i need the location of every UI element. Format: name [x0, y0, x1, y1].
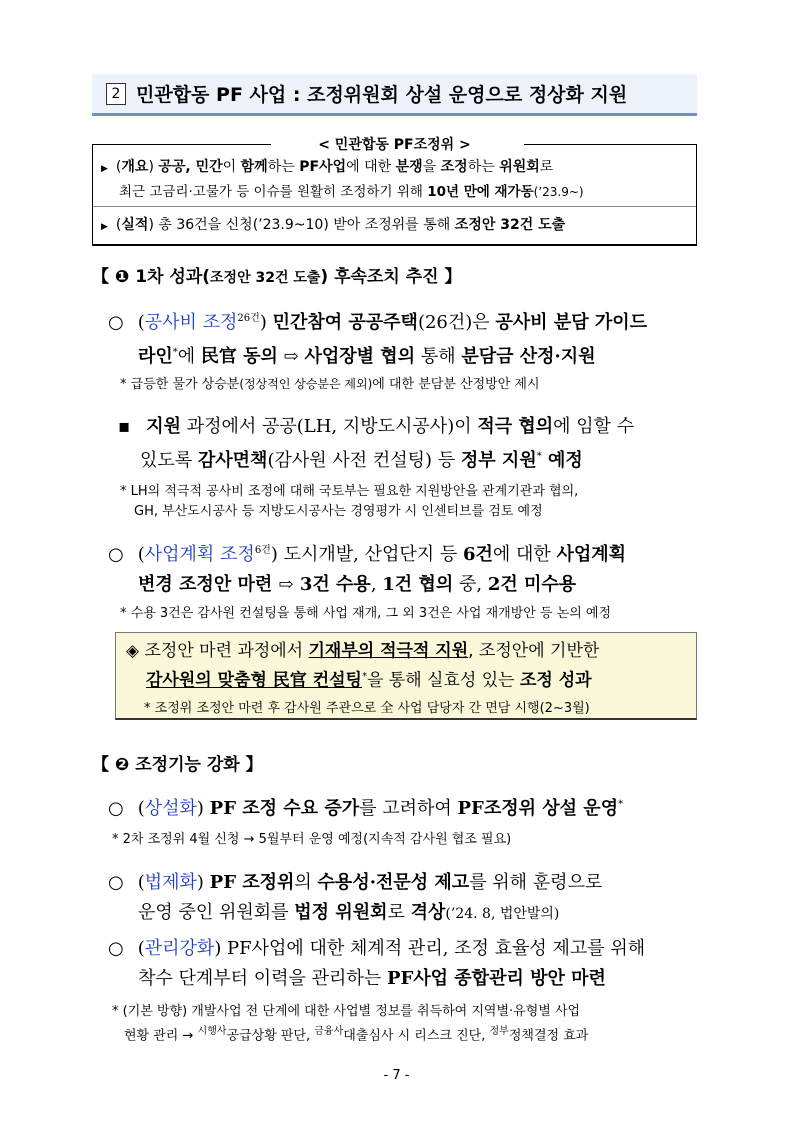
note-acceptance: * 수용 3건은 감사원 컨설팅을 통해 사업 재개, 그 외 3건은 사업 재개방안 등 논의 예정: [120, 606, 612, 621]
summary-row-results: ▶ (실적) 총 36건을 신청(’23.9~10) 받아 조정위를 통해 조정안 32건 도출: [101, 217, 566, 233]
section-number: 2: [106, 83, 126, 105]
summary-row-overview-cont: 최근 고금리·고물가 등 이슈를 원활히 조정하기 위해 10년 만에 재가동(’23.9~): [119, 184, 584, 200]
note-second-committee: * 2차 조정위 4월 신청 → 5월부터 운영 예정(지속적 감사원 협조 필요): [112, 832, 512, 847]
section-header: [92, 74, 697, 116]
note-price-increase: * 급등한 물가 상승분(정상적인 상승분은 제외)에 대한 분담분 산정방안 제시: [120, 377, 540, 392]
triangle-bullet-icon: ▶: [101, 222, 108, 232]
note-lh-support: * LH의 적극적 공사비 조정에 대해 국토부는 필요한 지원방안을 관계기관과 협의, GH, 부산도시공사 등 지방도시공사는 경영평가 시 인센티브를 검토 예정: [120, 484, 579, 519]
triangle-bullet-icon: ▶: [101, 164, 108, 174]
subsection-heading-2: 【 ❷ 조정기능 강화 】: [92, 755, 263, 775]
summary-title: < 민관합동 PF조정위 >: [318, 137, 471, 153]
page-number: - 7 -: [383, 1068, 410, 1083]
paragraph-legislation: ○ (법제화) PF 조정위의 수용성·전문성 제고를 위해 훈령으로 운영 중인 위원회를 법정 위원회로 격상(’24. 8, 법안발의): [108, 872, 603, 923]
paragraph-permanent: ○ (상설화) PF 조정 수요 증가를 고려하여 PF조정위 상설 운영*: [108, 798, 624, 819]
callout-line-1: ◈ 조정안 마련 과정에서 기재부의 적극적 지원, 조정안에 기반한: [126, 641, 600, 661]
callout-line-2: 감사원의 맞춤형 民官 컨설팅*을 통해 실효성 있는 조정 성과: [146, 670, 592, 691]
diamond-icon: ◈: [126, 641, 140, 661]
summary-row-overview: ▶ (개요) 공공, 민간이 함께하는 PF사업에 대한 분쟁을 조정하는 위원회로: [101, 159, 554, 175]
callout-box: [115, 632, 697, 720]
subsection-heading-1: 【 ❶ 1차 성과(조정안 32건 도출) 후속조치 추진 】: [92, 267, 462, 287]
paragraph-business-plan: ○ (사업계획 조정$^{6건}$) 도시개발, 산업단지 등 6건에 대한 사업계획 변경 조정안 마련 ⇨ 3건 수용, 1건 협의 중, 2건 미수용: [108, 544, 627, 595]
number-1-icon: ❶: [114, 267, 130, 287]
paragraph-support: ▪ 지원 과정에서 공공(LH, 지방도시공사)이 적극 협의에 임할 수 있도록 감사면책(감사원 사전 컨설팅) 등 정부 지원* 예정: [118, 416, 635, 471]
callout-note: * 조정위 조정안 마련 후 감사원 주관으로 全 사업 담당자 간 면담 시행(2~3월): [144, 701, 590, 716]
note-basic-direction: * (기본 방향) 개발사업 전 단계에 대한 사업별 정보를 취득하여 지역별·유형별 사업 현황 관리 → $^{시행사}$공급상황 판단, $^{금융사}$대출심사 시 리스크 진단, $^{정부}$정책결정 효과: [112, 1004, 589, 1044]
number-2-icon: ❷: [114, 755, 130, 775]
paragraph-construction-cost: ○ (공사비 조정$^{26건}$) 민간참여 공공주택(26건)은 공사비 분담 가이드 라인*에 民官 동의 ⇨ 사업장별 협의 통해 분담금 산정·지원: [108, 312, 648, 367]
section-title: 민관합동 PF 사업 : 조정위원회 상설 운영으로 정상화 지원: [136, 84, 628, 106]
paragraph-management: ○ (관리강화) PF사업에 대한 체계적 관리, 조정 효율성 제고를 위해 착수 단계부터 이력을 관리하는 PF사업 종합관리 방안 마련: [108, 938, 646, 989]
summary-box: [92, 137, 697, 246]
